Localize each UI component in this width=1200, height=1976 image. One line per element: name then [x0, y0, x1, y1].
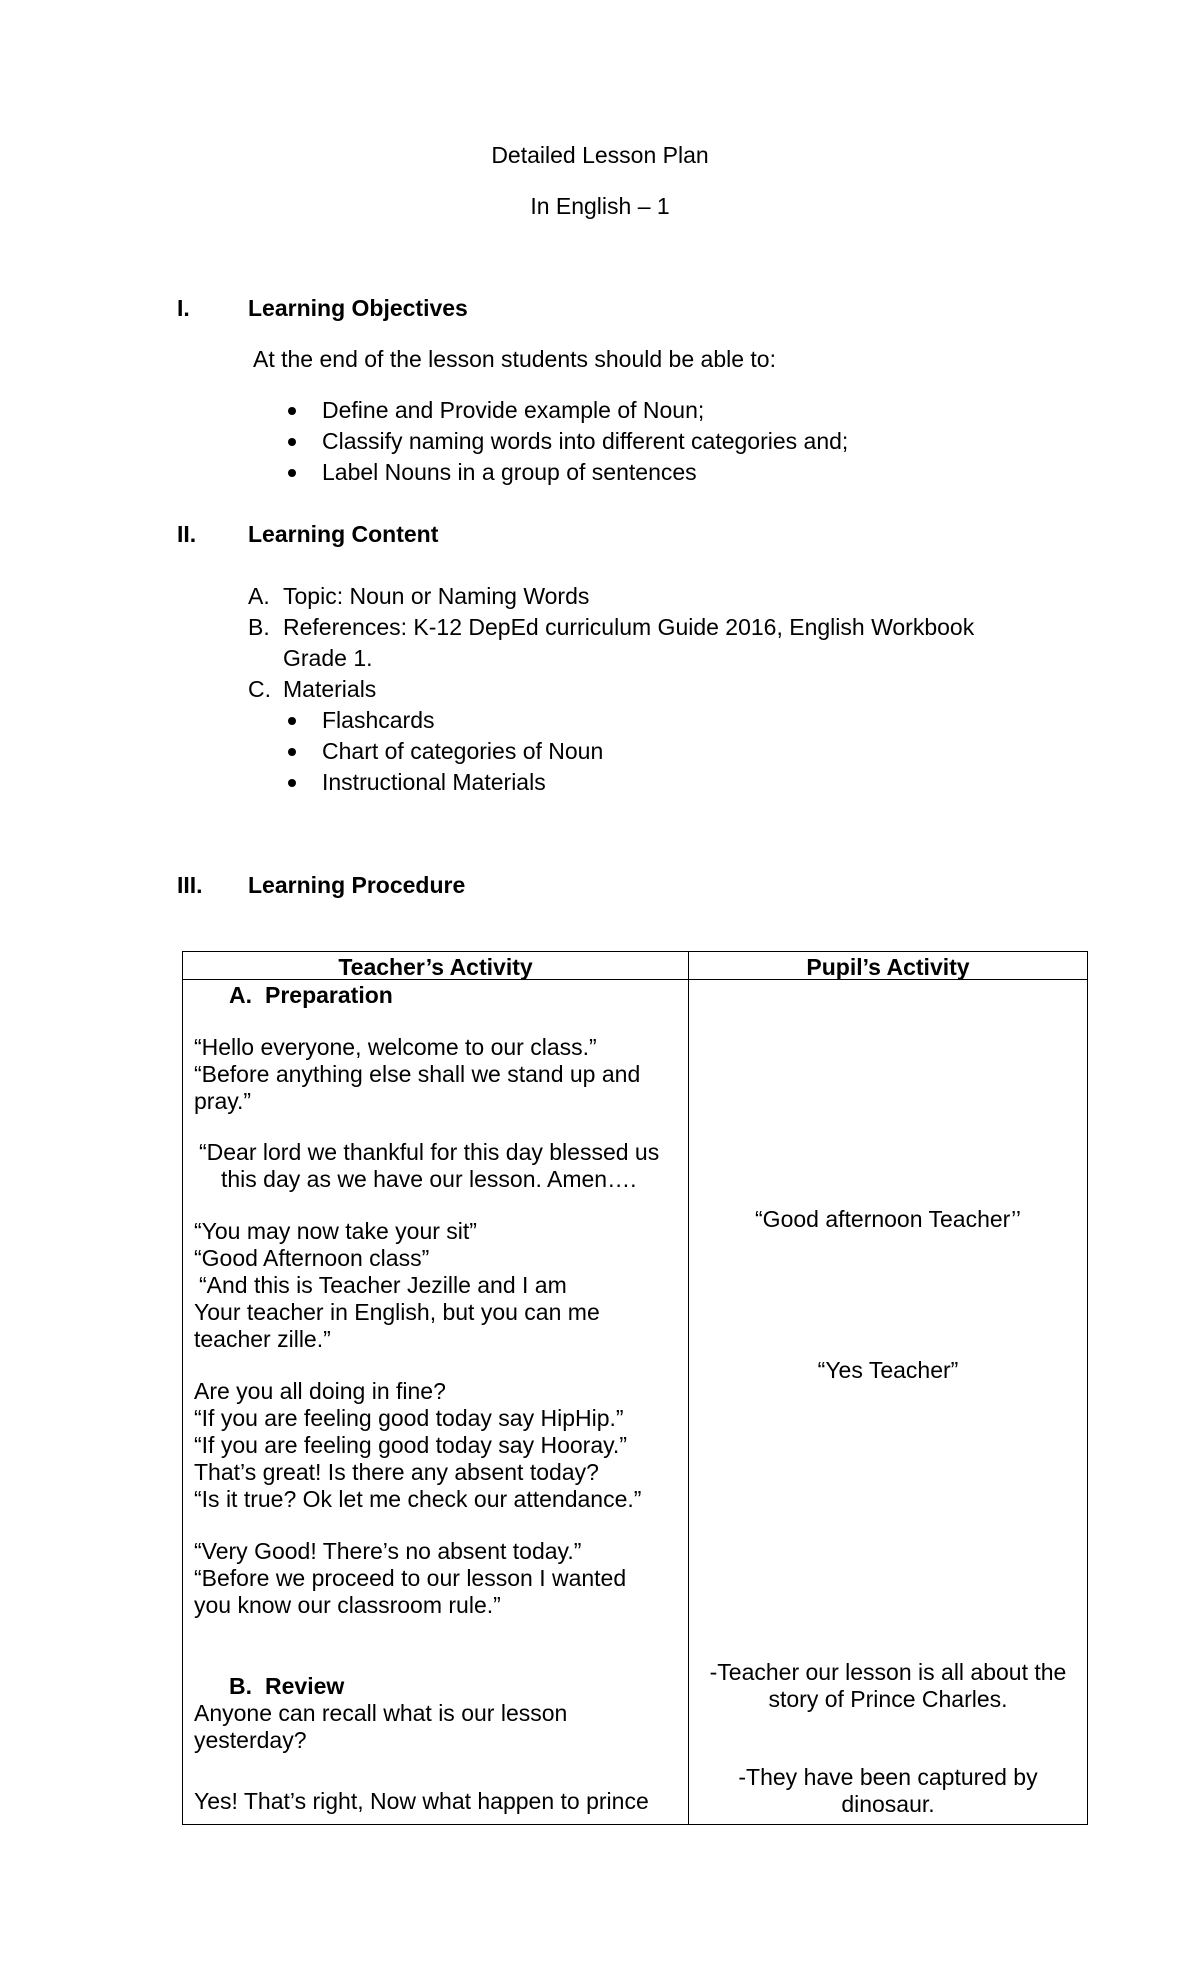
content-item-marker: B. — [248, 614, 270, 640]
bullet-icon — [288, 438, 296, 446]
review-marker: B. — [229, 1673, 252, 1699]
teacher-line: yesterday? — [194, 1727, 307, 1753]
teacher-line: That’s great! Is there any absent today? — [194, 1459, 599, 1485]
bullet-icon — [288, 717, 296, 725]
pupil-line: -Teacher our lesson is all about the — [709, 1659, 1067, 1685]
table-row — [183, 980, 1088, 1825]
teacher-line: “If you are feeling good today say HipHip.” — [194, 1405, 624, 1431]
material-item: Chart of categories of Noun — [322, 738, 604, 764]
teacher-line: “Very Good! There’s no absent today.” — [194, 1538, 582, 1564]
teacher-line: Yes! That’s right, Now what happen to prince — [194, 1788, 649, 1814]
pupil-line: -They have been captured by — [738, 1764, 1038, 1790]
objective-item: Define and Provide example of Noun; — [322, 397, 705, 423]
section-1-heading: Learning Objectives — [248, 295, 468, 321]
teacher-line: “Good Afternoon class” — [194, 1245, 430, 1271]
teacher-line: “Is it true? Ok let me check our attendance.” — [194, 1486, 642, 1512]
pupil-activity-header: Pupil’s Activity — [689, 952, 1088, 980]
teacher-line: Are you all doing in fine? — [194, 1378, 446, 1404]
document-subtitle: In English – 1 — [530, 193, 670, 219]
teacher-line: “You may now take your sit” — [194, 1218, 477, 1244]
bullet-icon — [288, 748, 296, 756]
objectives-intro: At the end of the lesson students should be able to: — [253, 346, 776, 372]
review-heading: Review — [265, 1673, 345, 1699]
teacher-activity-header: Teacher’s Activity — [183, 952, 689, 980]
content-item-marker: A. — [248, 583, 270, 609]
pupil-line: “Yes Teacher” — [817, 1357, 959, 1383]
bullet-icon — [288, 779, 296, 787]
objective-item: Label Nouns in a group of sentences — [322, 459, 697, 485]
table-header-row — [183, 952, 1088, 980]
preparation-heading: Preparation — [265, 982, 393, 1008]
teacher-line: pray.” — [194, 1088, 252, 1114]
teacher-line: Your teacher in English, but you can me — [194, 1299, 600, 1325]
section-3-heading: Learning Procedure — [248, 872, 466, 898]
bullet-icon — [288, 469, 296, 477]
teacher-activity-cell — [183, 980, 689, 1825]
section-1-numeral: I. — [177, 295, 190, 321]
pupil-line: story of Prince Charles. — [768, 1686, 1008, 1712]
section-2-heading: Learning Content — [248, 521, 439, 547]
content-item-topic: Topic: Noun or Naming Words — [283, 583, 590, 609]
teacher-line: Anyone can recall what is our lesson — [194, 1700, 568, 1726]
pupil-line: dinosaur. — [841, 1791, 935, 1817]
teacher-line: “Hello everyone, welcome to our class.” — [194, 1034, 597, 1060]
material-item: Instructional Materials — [322, 769, 546, 795]
material-item: Flashcards — [322, 707, 435, 733]
teacher-line: you know our classroom rule.” — [194, 1592, 501, 1618]
section-2-numeral: II. — [177, 521, 197, 547]
content-item-materials: Materials — [283, 676, 377, 702]
content-item-references: References: K-12 DepEd curriculum Guide 2016, English Workbook — [283, 614, 975, 640]
teacher-line: “Before anything else shall we stand up and — [194, 1061, 641, 1087]
content-item-references-cont: Grade 1. — [283, 645, 373, 671]
procedure-table — [182, 951, 1088, 1825]
document-title: Detailed Lesson Plan — [491, 142, 709, 168]
pupil-activity-cell — [689, 980, 1088, 1825]
bullet-icon — [288, 407, 296, 415]
preparation-marker: A. — [229, 982, 252, 1008]
objective-item: Classify naming words into different categories and; — [322, 428, 849, 454]
teacher-line: “And this is Teacher Jezille and I am — [199, 1272, 567, 1298]
pupil-line: “Good afternoon Teacher’’ — [755, 1206, 1021, 1232]
content-item-marker: C. — [248, 676, 271, 702]
teacher-line: “Dear lord we thankful for this day blessed us — [199, 1139, 660, 1165]
section-3-numeral: III. — [177, 872, 203, 898]
teacher-line: this day as we have our lesson. Amen…. — [221, 1166, 637, 1192]
teacher-line: teacher zille.” — [194, 1326, 331, 1352]
teacher-line: “If you are feeling good today say Hooray.” — [194, 1432, 627, 1458]
teacher-line: “Before we proceed to our lesson I wanted — [194, 1565, 627, 1591]
